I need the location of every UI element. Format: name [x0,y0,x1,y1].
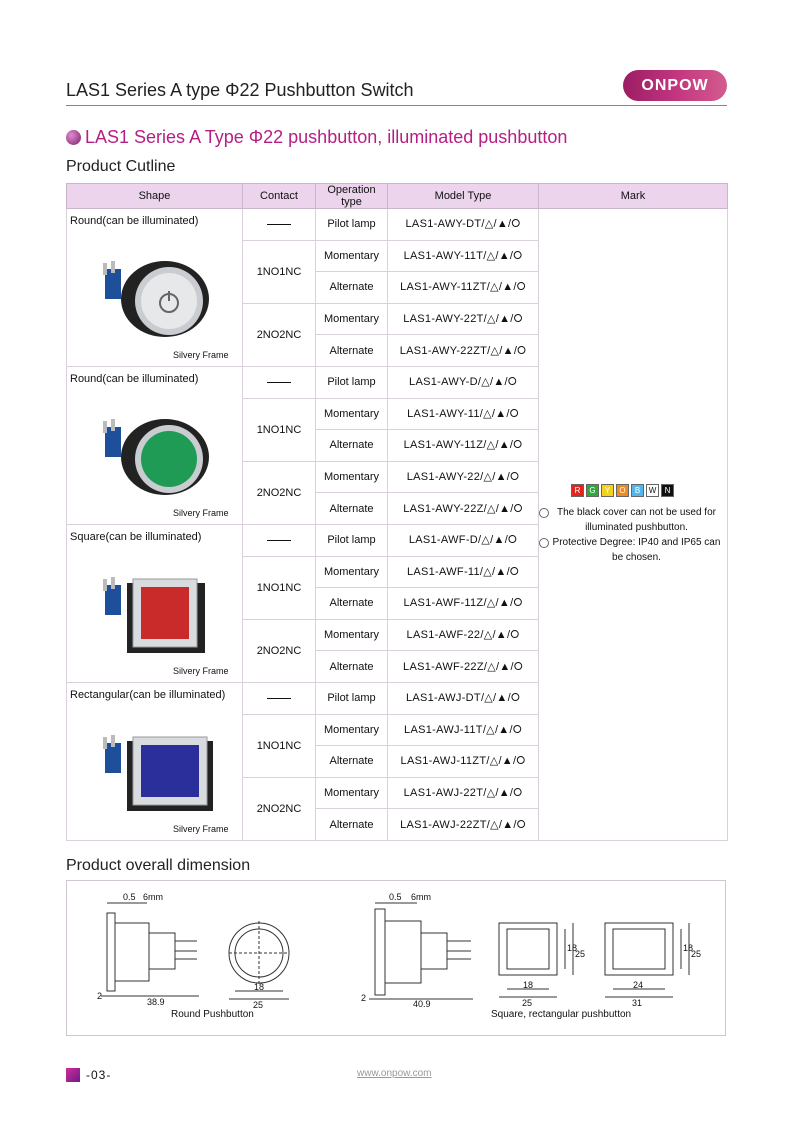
square-dim-top-b: 6mm [411,892,431,902]
shape-cell [67,366,243,524]
page-marker [66,1068,80,1082]
table-header-row [67,184,728,209]
model-cell: LAS1-AWJ-DT/△/▲/⭘ [388,682,539,714]
square-dim-left: 2 [361,993,367,1003]
shape-cell [67,524,243,682]
round-body-outline [115,923,149,981]
model-cell: LAS1-AWJ-22ZT/△/▲/⭘ [388,809,539,841]
model-cell: LAS1-AWF-22/△/▲/⭘ [388,619,539,651]
operation-cell: Momentary [316,398,388,430]
onpow-logo: ONPOW [623,70,727,101]
rect-dim-h1: 18 [683,943,694,953]
operation-cell: Pilot lamp [316,366,388,398]
shape-label: Square(can be illuminated) [70,530,202,543]
mark-note-text: Protective Degree: IP40 and IP65 can be chosen. [552,536,721,563]
shape-cell [67,209,243,367]
square-dim-w2: 25 [522,998,533,1008]
rect-dim-h2: 25 [691,949,702,959]
rect-blue-pushbutton-image [103,723,213,813]
operation-cell: Momentary [316,240,388,272]
model-cell: LAS1-AWY-22ZT/△/▲/⭘ [388,335,539,367]
website-link[interactable]: www.onpow.com [357,1068,432,1079]
none-dash [267,540,291,541]
header-operation: Operation type [316,184,388,209]
operation-cell: Momentary [316,619,388,651]
operation-cell: Momentary [316,777,388,809]
rect-dim-w2: 31 [632,998,643,1008]
color-swatches [571,484,727,497]
product-outline-title: Product Cutline [66,158,176,175]
color-swatch: N [661,484,674,497]
square-dim-h2: 25 [575,949,586,959]
dimension-panel [66,880,726,1036]
contact-cell [243,524,316,556]
operation-cell: Alternate [316,809,388,841]
color-swatch: Y [601,484,614,497]
page-number: -03- [86,1068,112,1082]
color-swatch: R [571,484,584,497]
round-dim-top-a: 0.5 [123,892,136,902]
operation-cell: Pilot lamp [316,209,388,241]
model-cell: LAS1-AWF-11Z/△/▲/⭘ [388,588,539,620]
note-bullet-icon [539,538,549,548]
none-dash [267,382,291,383]
model-cell: LAS1-AWY-22/△/▲/⭘ [388,461,539,493]
model-cell: LAS1-AWY-D/△/▲/⭘ [388,366,539,398]
header-shape: Shape [67,184,243,209]
shape-label: Round(can be illuminated) [70,372,199,385]
operation-cell: Momentary [316,714,388,746]
header-mark: Mark [539,184,728,209]
operation-cell: Momentary [316,461,388,493]
operation-cell: Alternate [316,272,388,304]
operation-cell: Pilot lamp [316,682,388,714]
model-cell: LAS1-AWF-11/△/▲/⭘ [388,556,539,588]
bullet-icon [66,130,81,145]
color-swatch: O [616,484,629,497]
rect-dim-w1: 24 [633,980,644,990]
round-dim-d1: 18 [254,982,265,992]
contact-cell: 2NO2NC [243,303,316,366]
square-dim-length: 40.9 [413,999,431,1009]
contact-cell [243,682,316,714]
operation-cell: Alternate [316,493,388,525]
none-dash [267,224,291,225]
mark-note [539,505,721,535]
operation-cell: Momentary [316,303,388,335]
table-row [67,209,728,241]
square-dim-h1: 18 [567,943,578,953]
model-cell: LAS1-AWY-22T/△/▲/⭘ [388,303,539,335]
round-dim-left: 2 [97,991,103,1001]
square-dim-w1: 18 [523,980,534,990]
mark-cell [539,209,728,841]
spec-table [66,183,728,841]
header-model: Model Type [388,184,539,209]
model-cell: LAS1-AWY-11T/△/▲/⭘ [388,240,539,272]
round-silver-pushbutton-image [103,249,213,339]
model-cell: LAS1-AWY-11/△/▲/⭘ [388,398,539,430]
model-cell: LAS1-AWF-22Z/△/▲/⭘ [388,651,539,683]
contact-cell: 1NO1NC [243,556,316,619]
contact-cell: 1NO1NC [243,714,316,777]
section-title [66,127,567,148]
model-cell: LAS1-AWJ-11ZT/△/▲/⭘ [388,746,539,778]
round-dim-d2: 25 [253,1000,264,1010]
model-cell: LAS1-AWJ-11T/△/▲/⭘ [388,714,539,746]
frame-label: Silvery Frame [173,665,229,676]
mark-note-text: The black cover can not be used for illuminated pushbutton. [557,506,716,533]
square-dim-top-a: 0.5 [389,892,402,902]
shape-label: Rectangular(can be illuminated) [70,688,226,701]
color-swatch: G [586,484,599,497]
contact-cell: 1NO1NC [243,398,316,461]
none-dash [267,698,291,699]
note-bullet-icon [539,508,549,518]
frame-label: Silvery Frame [173,349,229,360]
section-title-text: LAS1 Series A Type Φ22 pushbutton, illuminated pushbutton [85,127,568,147]
operation-cell: Alternate [316,588,388,620]
color-swatch: W [646,484,659,497]
operation-cell: Alternate [316,430,388,462]
color-swatch: B [631,484,644,497]
operation-cell: Alternate [316,335,388,367]
dimension-title: Product overall dimension [66,857,251,874]
operation-cell: Momentary [316,556,388,588]
model-cell: LAS1-AWY-11Z/△/▲/⭘ [388,430,539,462]
model-cell: LAS1-AWJ-22T/△/▲/⭘ [388,777,539,809]
header-contact: Contact [243,184,316,209]
contact-cell: 2NO2NC [243,777,316,840]
contact-cell [243,366,316,398]
operation-cell: Alternate [316,746,388,778]
round-dim-top-b: 6mm [143,892,163,902]
model-cell: LAS1-AWY-DT/△/▲/⭘ [388,209,539,241]
contact-cell: 2NO2NC [243,461,316,524]
square-red-pushbutton-image [103,565,213,655]
shape-cell [67,682,243,840]
contact-cell: 1NO1NC [243,240,316,303]
round-dim-length: 38.9 [147,997,165,1007]
round-caption: Round Pushbutton [171,1009,254,1020]
mark-note [539,535,721,565]
shape-label: Round(can be illuminated) [70,215,199,227]
header-divider [66,105,727,106]
header-title: LAS1 Series A type Φ22 Pushbutton Switch [66,80,414,100]
frame-label: Silvery Frame [173,823,229,834]
round-bezel-outline [107,913,115,991]
model-cell: LAS1-AWY-11ZT/△/▲/⭘ [388,272,539,304]
contact-cell: 2NO2NC [243,619,316,682]
model-cell: LAS1-AWY-22Z/△/▲/⭘ [388,493,539,525]
contact-cell [243,209,316,241]
model-cell: LAS1-AWF-D/△/▲/⭘ [388,524,539,556]
square-caption: Square, rectangular pushbutton [491,1009,632,1020]
round-green-pushbutton-image [103,407,213,497]
frame-label: Silvery Frame [173,507,229,518]
operation-cell: Alternate [316,651,388,683]
operation-cell: Pilot lamp [316,524,388,556]
